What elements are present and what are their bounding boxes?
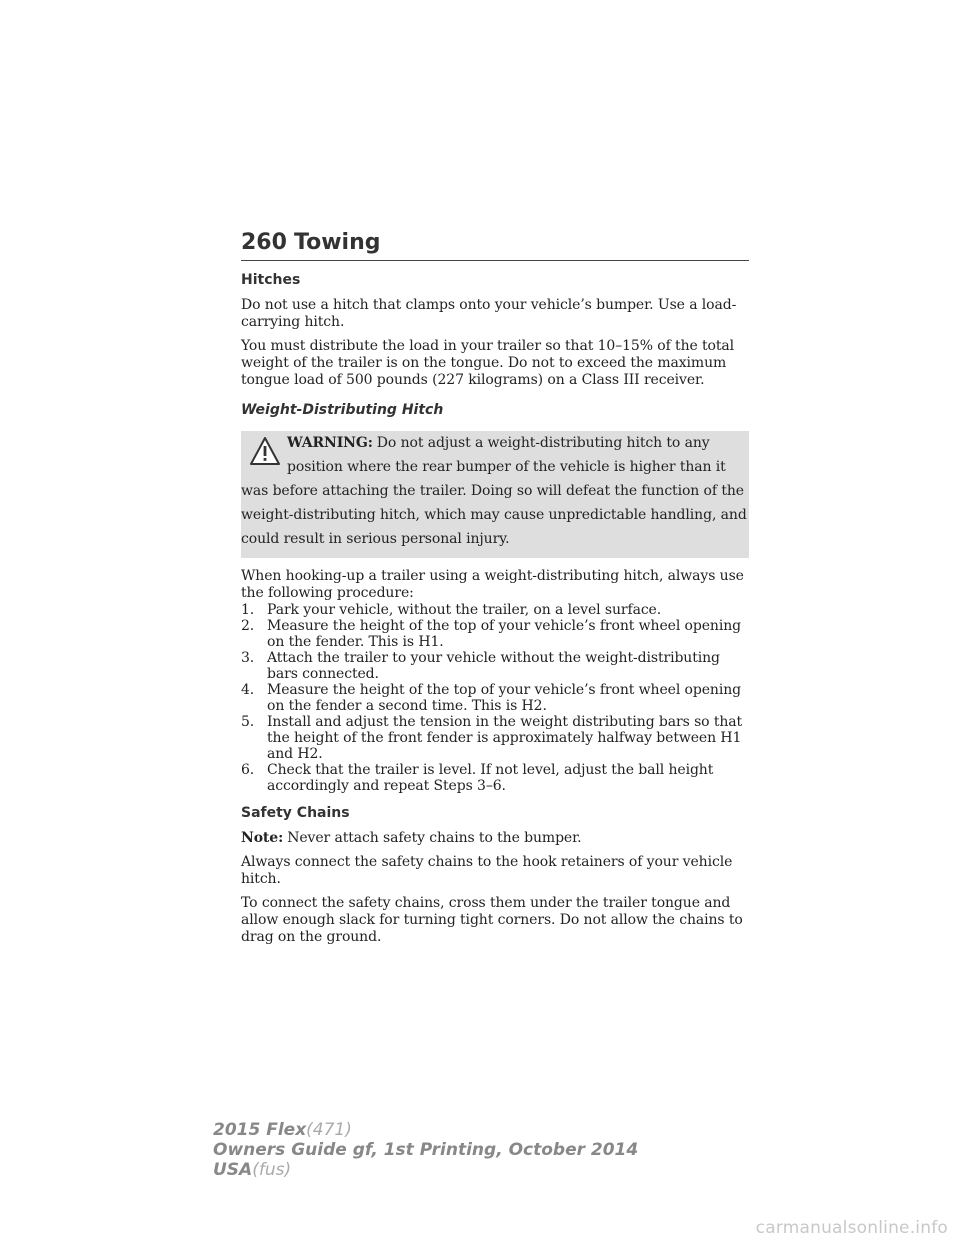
warning-text-1: Do not adjust a weight-distributing hitch to any	[376, 435, 710, 451]
footer-line-1: 2015 Flex(471)	[213, 1120, 352, 1140]
warning-text-rest: was before attaching the trailer. Doing so will defeat the function of the weight-distributing hitch, which may cause unpredictable handling, and could result in serious personal injury.	[241, 483, 747, 547]
hitches-paragraph-1: Do not use a hitch that clamps onto your vehicle’s bumper. Use a load-carrying hitch.	[241, 297, 737, 330]
watermark: carmanualsonline.info	[755, 1218, 948, 1238]
warning-label: WARNING:	[287, 435, 373, 451]
safety-paragraph-2: To connect the safety chains, cross them under the trailer tongue and allow enough slack for turning tight corners. Do not allow the chains to drag on the ground.	[241, 895, 743, 945]
warning-line-2: position where the rear bumper of the vehicle is higher than it	[287, 459, 726, 475]
list-item: 4. Measure the height of the top of your vehicle’s front wheel opening on the fender a second time. This is H2.	[241, 682, 741, 714]
weight-distributing-heading: Weight-Distributing Hitch	[241, 402, 444, 418]
note-label: Note:	[241, 830, 284, 846]
safety-note	[241, 830, 749, 847]
hitches-heading: Hitches	[241, 272, 301, 288]
warning-box	[241, 431, 749, 558]
hitches-paragraph-2: You must distribute the load in your trailer so that 10–15% of the total weight of the trailer is on the tongue. Do not to exceed the maximum tongue load of 500 pounds (227 kilograms) on a Class III receiver.	[241, 338, 735, 388]
list-item: 1. Park your vehicle, without the trailer, on a level surface.	[241, 602, 662, 618]
footer-line-2: Owners Guide gf, 1st Printing, October 2014	[213, 1140, 639, 1160]
note-text: Never attach safety chains to the bumper.	[287, 830, 582, 846]
list-item: 5. Install and adjust the tension in the weight distributing bars so that the height of the front fender is approximately halfway between H1 and H2.	[241, 714, 743, 762]
section-title: Towing	[294, 230, 381, 255]
print-footer	[213, 1120, 638, 1180]
page-header	[241, 228, 749, 261]
procedure-steps	[241, 602, 749, 794]
procedure-intro: When hooking-up a trailer using a weight-distributing hitch, always use the following procedure:	[241, 568, 744, 601]
safety-chains-heading: Safety Chains	[241, 805, 350, 821]
list-item: 2. Measure the height of the top of your vehicle’s front wheel opening on the fender. This is H1.	[241, 618, 741, 650]
footer-line-3: USA(fus)	[213, 1160, 292, 1180]
list-item: 3. Attach the trailer to your vehicle without the weight-distributing bars connected.	[241, 650, 720, 682]
warning-line-1	[241, 431, 749, 455]
manual-page	[241, 228, 749, 953]
safety-paragraph-1: Always connect the safety chains to the hook retainers of your vehicle hitch.	[241, 854, 733, 887]
list-item: 6. Check that the trailer is level. If not level, adjust the ball height accordingly and repeat Steps 3–6.	[241, 762, 714, 794]
page-number: 260	[241, 230, 287, 255]
warning-triangle-icon	[249, 436, 281, 466]
